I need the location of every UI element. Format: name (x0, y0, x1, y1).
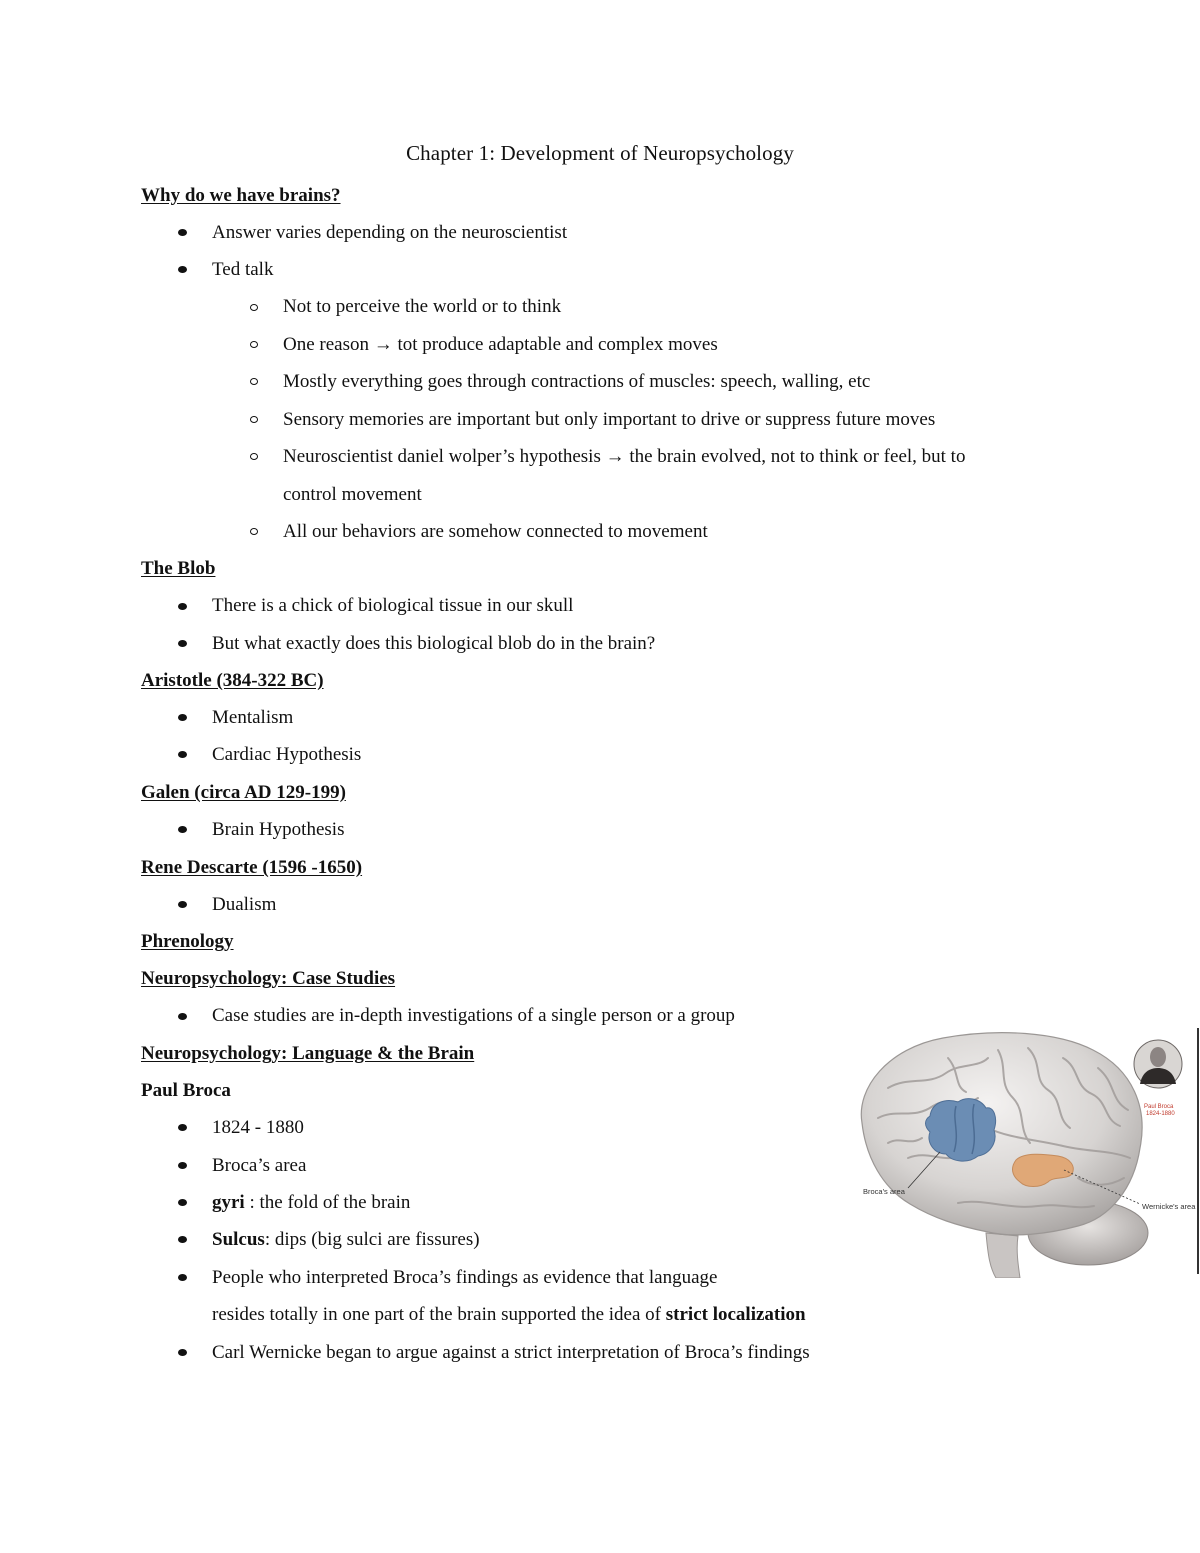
list-item (212, 1228, 480, 1252)
sub-list-item: All our behaviors are somehow connected to movement (283, 521, 708, 542)
heading-phrenology: Phrenology (141, 931, 234, 952)
heading-why-brains: Why do we have brains? (141, 185, 341, 206)
sub-list-item-continuation: control movement (283, 484, 422, 505)
heading-galen: Galen (circa AD 129-199) (141, 782, 346, 803)
term-strict-localization: strict localization (665, 1304, 806, 1325)
bullet-dot-icon (178, 1199, 187, 1206)
definition-gyri: : the fold of the brain (244, 1192, 411, 1213)
bullet-dot-icon (178, 1013, 187, 1020)
portrait-head (1150, 1047, 1166, 1067)
heading-the-blob: The Blob (141, 558, 216, 579)
brainstem-shape (986, 1233, 1020, 1278)
list-item: Dualism (212, 894, 277, 915)
bullet-circle-icon (250, 416, 258, 423)
bullet-dot-icon (178, 751, 187, 758)
sub-list-item: Sensory memories are important but only important to drive or suppress future moves (283, 409, 936, 430)
list-item: Answer varies depending on the neuroscientist (212, 222, 568, 243)
wernicke-area-label: Wernicke's area (1142, 1202, 1196, 1211)
bullet-circle-icon (250, 453, 258, 460)
list-item: Mentalism (212, 707, 294, 728)
list-item: Case studies are in-depth investigations of a single person or a group (212, 1005, 735, 1026)
bullet-dot-icon (178, 229, 187, 236)
sub-list-item: Not to perceive the world or to think (283, 296, 562, 317)
list-item: Broca’s area (212, 1155, 307, 1176)
bullet-dot-icon (178, 1162, 187, 1169)
list-item: Brain Hypothesis (212, 819, 345, 840)
heading-case-studies: Neuropsychology: Case Studies (141, 968, 396, 989)
bullet-dot-icon (178, 714, 187, 721)
page-title: Chapter 1: Development of Neuropsychology (406, 141, 794, 165)
bullet-circle-icon (250, 378, 258, 385)
broca-area-label: Broca's area (863, 1187, 905, 1196)
term-sulcus: Sulcus (212, 1229, 265, 1250)
portrait-caption-name: Paul Broca (1144, 1104, 1174, 1110)
bullet-dot-icon (178, 603, 187, 610)
bullet-dot-icon (178, 266, 187, 273)
bullet-dot-icon (178, 640, 187, 647)
list-item: 1824 - 1880 (212, 1117, 304, 1138)
list-item: People who interpreted Broca’s findings as evidence that language (212, 1267, 718, 1288)
bullet-dot-icon (178, 1124, 187, 1131)
list-item: Ted talk (212, 259, 274, 280)
bullet-circle-icon (250, 341, 258, 348)
broca-portrait-image (1134, 1040, 1182, 1088)
brain-diagram-figure (848, 1028, 1200, 1278)
bullet-dot-icon (178, 1236, 187, 1243)
heading-paul-broca: Paul Broca (141, 1080, 231, 1101)
bullet-dot-icon (178, 826, 187, 833)
list-item: Cardiac Hypothesis (212, 744, 362, 765)
list-item (212, 1191, 410, 1215)
term-gyri: gyri (212, 1192, 245, 1213)
definition-sulcus: : dips (big sulci are fissures) (264, 1229, 480, 1250)
portrait-caption-dates: 1824-1880 (1146, 1111, 1175, 1117)
bullet-dot-icon (178, 1274, 187, 1281)
figure-border-edge (1197, 1028, 1199, 1274)
heading-aristotle: Aristotle (384-322 BC) (141, 670, 324, 691)
bullet-circle-icon (250, 528, 258, 535)
sub-list-item: Mostly everything goes through contractions of muscles: speech, walling, etc (283, 371, 871, 392)
sub-list-item: Neuroscientist daniel wolper’s hypothesis → the brain evolved, not to think or feel, but to (283, 446, 966, 467)
list-item-continuation (212, 1303, 806, 1327)
bullet-circle-icon (250, 304, 258, 311)
continuation-text: resides totally in one part of the brain supported the idea of (212, 1304, 666, 1325)
list-item: But what exactly does this biological blob do in the brain? (212, 633, 656, 654)
list-item: There is a chick of biological tissue in our skull (212, 595, 574, 616)
heading-language-brain: Neuropsychology: Language & the Brain (141, 1043, 475, 1064)
heading-descarte: Rene Descarte (1596 -1650) (141, 857, 363, 878)
list-item: Carl Wernicke began to argue against a strict interpretation of Broca’s findings (212, 1342, 810, 1363)
bullet-dot-icon (178, 901, 187, 908)
bullet-dot-icon (178, 1349, 187, 1356)
sub-list-item: One reason → tot produce adaptable and complex moves (283, 334, 718, 355)
